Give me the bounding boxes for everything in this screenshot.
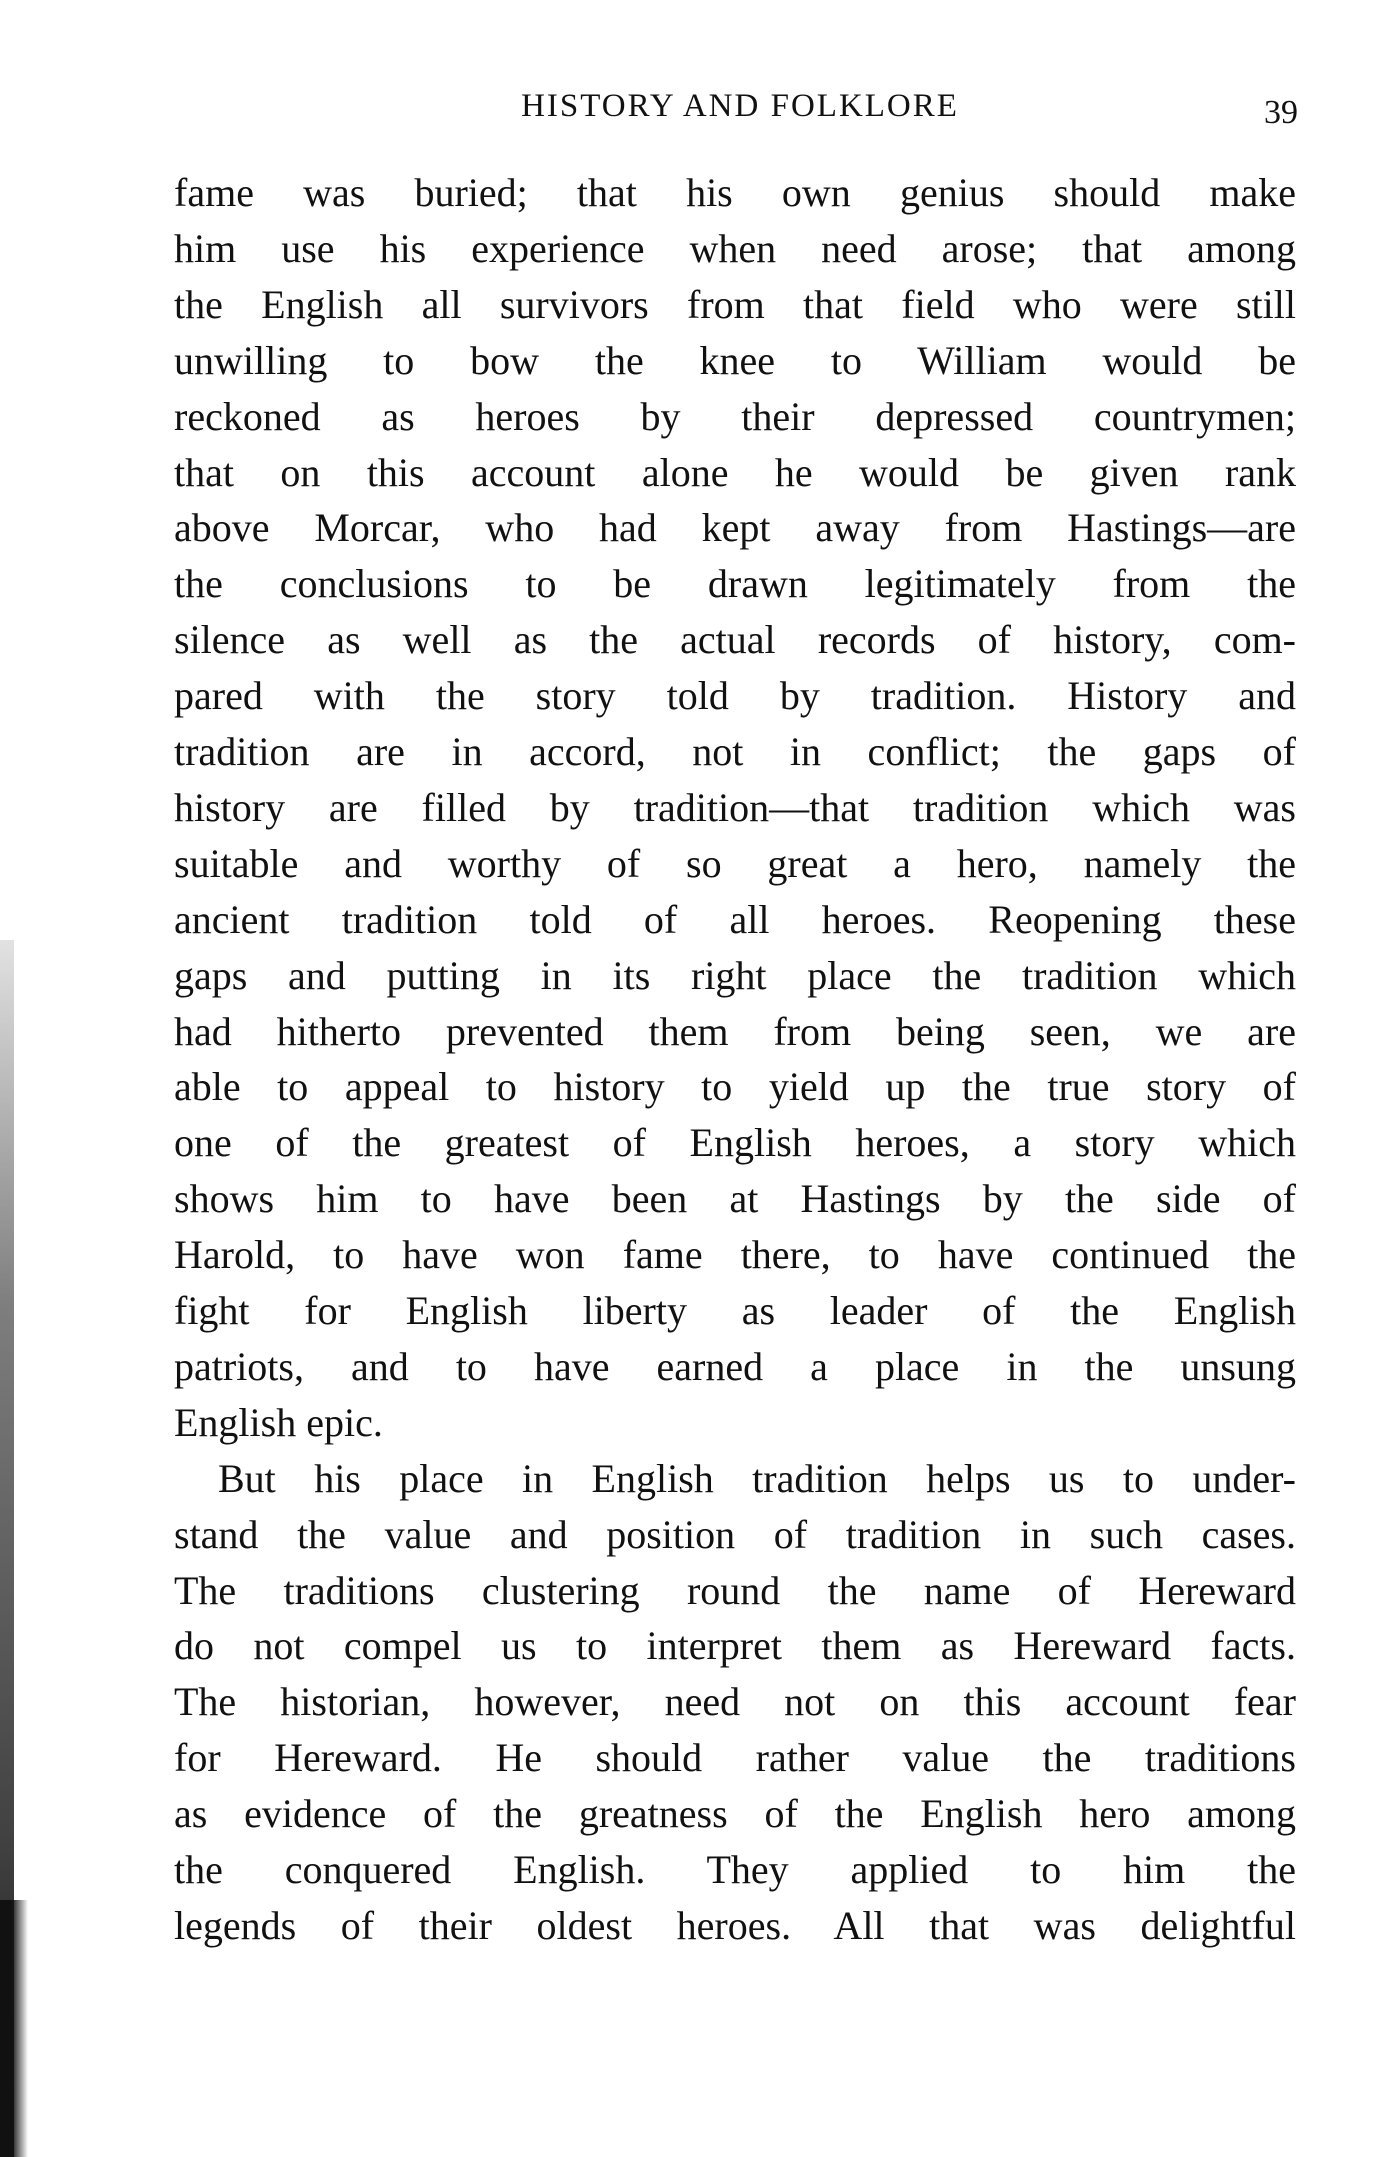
text-line: him use his experience when need arose; that among [174, 225, 1296, 271]
text-line: do not compel us to interpret them as Hereward facts. [174, 1623, 1296, 1669]
text-line: one of the greatest of English heroes, a story which [174, 1120, 1296, 1166]
text-line: the conquered English. They applied to him the [174, 1847, 1296, 1892]
text-line: fame was buried; that his own genius should make [174, 170, 1296, 215]
text-line: English epic. [174, 1399, 383, 1445]
text-line: suitable and worthy of so great a hero, namely the [174, 840, 1296, 886]
text-line: history are filled by tradition—that tradition which was [174, 784, 1296, 830]
text-line: had hitherto prevented them from being seen, we are [174, 1008, 1296, 1054]
text-line: fight for English liberty as leader of the English [174, 1288, 1296, 1333]
text-line: above Morcar, who had kept away from Hastings—are [174, 505, 1296, 551]
text-line: The traditions clustering round the name of Hereward [174, 1567, 1296, 1613]
text-line: Harold, to have won fame there, to have continued the [174, 1232, 1296, 1278]
text-line: patriots, and to have earned a place in the unsung [174, 1343, 1296, 1389]
running-header: HISTORY AND FOLKLORE [521, 88, 959, 124]
text-line: for Hereward. He should rather value the traditions [174, 1735, 1296, 1781]
text-line: gaps and putting in its right place the tradition which [174, 952, 1296, 998]
text-line: the conclusions to be drawn legitimately from the [174, 561, 1296, 607]
text-line: stand the value and position of tradition in such cases. [174, 1511, 1296, 1557]
text-line: silence as well as the actual records of history, com- [174, 617, 1296, 663]
text-line: able to appeal to history to yield up the true story of [174, 1064, 1296, 1110]
text-line: the English all survivors from that field who were still [174, 281, 1296, 327]
text-line: The historian, however, need not on this account fear [174, 1679, 1296, 1725]
text-line: as evidence of the greatness of the English hero among [174, 1791, 1296, 1837]
text-line: reckoned as heroes by their depressed countrymen; [174, 393, 1296, 439]
page-number: 39 [1264, 94, 1298, 131]
text-line: tradition are in accord, not in conflict; the gaps of [174, 729, 1296, 774]
text-line: that on this account alone he would be given rank [174, 449, 1296, 495]
text-line: But his place in English tradition helps us to under- [218, 1455, 1296, 1501]
scan-binding-shadow [0, 1900, 28, 2157]
text-line: ancient tradition told of all heroes. Reopening these [174, 896, 1296, 942]
text-line: legends of their oldest heroes. All that was delightful [174, 1902, 1296, 1948]
text-line: pared with the story told by tradition. History and [174, 673, 1296, 719]
text-line: shows him to have been at Hastings by the side of [174, 1176, 1296, 1222]
text-line: unwilling to bow the knee to William would be [174, 337, 1296, 383]
